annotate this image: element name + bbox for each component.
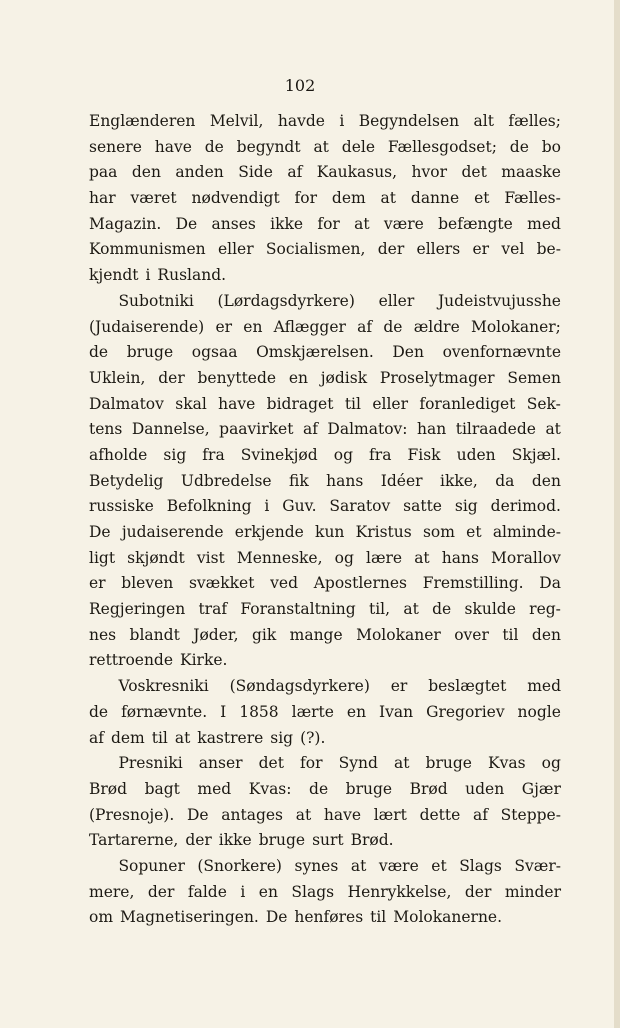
text-line bbox=[89, 854, 561, 880]
text-line bbox=[89, 109, 561, 135]
word: beslægtet bbox=[428, 677, 507, 696]
word: dem bbox=[110, 728, 145, 747]
text-line bbox=[89, 880, 561, 906]
text-line bbox=[89, 340, 561, 366]
word: Side bbox=[238, 163, 273, 182]
word: de bbox=[204, 137, 224, 156]
word: der bbox=[377, 240, 405, 259]
word: Slags bbox=[291, 882, 335, 901]
word: Betydelig bbox=[89, 471, 164, 490]
word: der bbox=[185, 831, 212, 850]
word: gik bbox=[251, 625, 277, 644]
word: Synd bbox=[338, 754, 378, 773]
word: henføres bbox=[294, 908, 364, 927]
word: som bbox=[422, 523, 455, 541]
word: Sopuner bbox=[118, 856, 185, 875]
word: uden bbox=[465, 779, 505, 798]
word: fik bbox=[289, 471, 309, 490]
word: Jøder, bbox=[193, 625, 239, 644]
word: De bbox=[265, 908, 288, 927]
word: mere, bbox=[89, 882, 135, 901]
word: hvor bbox=[411, 163, 448, 182]
text-line bbox=[89, 135, 561, 161]
word: sig bbox=[454, 497, 478, 516]
word: ellers bbox=[416, 240, 461, 259]
word: ved bbox=[270, 574, 298, 593]
word: have bbox=[154, 137, 192, 156]
text-line bbox=[89, 726, 561, 752]
word: at bbox=[174, 728, 191, 747]
word: havde bbox=[277, 112, 325, 130]
word: Morallov bbox=[491, 548, 561, 567]
word: rettroende bbox=[89, 651, 174, 670]
word: en bbox=[288, 368, 308, 387]
word: et bbox=[474, 189, 490, 208]
word: (?). bbox=[300, 728, 326, 747]
word: at bbox=[545, 420, 561, 439]
word: være bbox=[378, 856, 419, 875]
text-line bbox=[89, 803, 561, 829]
body-text bbox=[89, 109, 561, 931]
word: ogsaa bbox=[191, 343, 238, 362]
word: ældre bbox=[413, 317, 460, 336]
word: ovenfornævnte bbox=[442, 343, 561, 362]
word: være bbox=[383, 214, 424, 233]
word: med bbox=[527, 677, 561, 696]
text-line bbox=[89, 494, 561, 520]
word: der bbox=[147, 882, 175, 901]
word: for bbox=[300, 754, 323, 773]
word: derimod. bbox=[490, 497, 561, 516]
word: erkjende bbox=[234, 523, 304, 541]
word: Socialismen, bbox=[265, 240, 366, 259]
text-line bbox=[89, 366, 561, 392]
word: den bbox=[531, 471, 561, 490]
word: over bbox=[454, 625, 489, 644]
word: anden bbox=[175, 163, 224, 182]
word: dette bbox=[419, 805, 461, 824]
word: anses bbox=[211, 214, 256, 233]
word: i bbox=[264, 497, 270, 516]
text-line bbox=[89, 623, 561, 649]
word: foranlediget bbox=[419, 394, 516, 413]
word: alt bbox=[473, 112, 494, 130]
word: synes bbox=[294, 856, 339, 875]
word: bruge bbox=[126, 343, 174, 362]
text-line bbox=[89, 648, 561, 674]
text-line bbox=[89, 571, 561, 597]
word: Kvas: bbox=[248, 779, 292, 798]
word: Melvil, bbox=[209, 112, 264, 130]
word: Henrykkelse, bbox=[347, 882, 452, 901]
word: er bbox=[390, 677, 408, 696]
word: satte bbox=[403, 497, 442, 516]
text-line bbox=[89, 597, 561, 623]
word: judaiserende bbox=[121, 523, 224, 541]
word: en bbox=[346, 702, 367, 721]
word: Regjeringen bbox=[89, 600, 186, 619]
word: jødisk bbox=[320, 368, 368, 387]
word: reg- bbox=[529, 600, 561, 619]
word: Kvas bbox=[488, 754, 526, 773]
word: Presniki bbox=[118, 754, 183, 773]
word: at bbox=[295, 805, 312, 824]
word: benyttede bbox=[197, 368, 277, 387]
word: Foranstaltning bbox=[240, 600, 356, 619]
word: fra bbox=[202, 445, 225, 464]
word: Befolkning bbox=[166, 497, 252, 516]
word: afholde bbox=[89, 445, 148, 464]
word: og bbox=[333, 445, 353, 464]
word: til bbox=[370, 908, 387, 927]
word: skulde bbox=[464, 600, 516, 619]
word: (Judaiserende) bbox=[89, 317, 205, 336]
word: lært bbox=[373, 805, 407, 824]
text-line bbox=[89, 315, 561, 341]
word: i bbox=[145, 266, 151, 285]
word: Omskjærelsen. bbox=[256, 343, 374, 362]
text-line bbox=[89, 520, 561, 546]
word: Menneske, bbox=[236, 548, 323, 567]
word: alminde- bbox=[492, 523, 561, 541]
word: Fremstilling. bbox=[422, 574, 524, 593]
word: eller bbox=[372, 394, 408, 413]
word: De bbox=[89, 523, 111, 541]
word: og bbox=[334, 548, 354, 567]
word: Skjæl. bbox=[511, 445, 561, 464]
word: Svinekjød bbox=[240, 445, 318, 464]
word: De bbox=[175, 214, 198, 233]
page-number: 102 bbox=[284, 76, 316, 95]
word: Dalmatov: bbox=[327, 420, 408, 439]
word: de bbox=[89, 702, 109, 721]
word: kjendt bbox=[89, 266, 139, 285]
word: Sek- bbox=[526, 394, 561, 413]
word: af bbox=[473, 805, 488, 824]
word: førnævnte. bbox=[121, 702, 208, 721]
text-line bbox=[89, 546, 561, 572]
word: minder bbox=[504, 882, 561, 901]
word: nes bbox=[89, 625, 117, 644]
word: for bbox=[294, 189, 318, 208]
word: har bbox=[89, 189, 116, 208]
word: og bbox=[541, 754, 561, 773]
word: lære bbox=[365, 548, 403, 567]
word: Fællesgodset; bbox=[387, 137, 497, 156]
word: Da bbox=[539, 574, 561, 593]
word: Slags bbox=[459, 856, 502, 875]
word: at bbox=[414, 548, 430, 567]
word: Kaukasus, bbox=[316, 163, 398, 182]
word: Brød. bbox=[350, 831, 394, 850]
text-line bbox=[89, 469, 561, 495]
word: en bbox=[258, 882, 278, 901]
word: uden bbox=[456, 445, 496, 464]
word: I bbox=[220, 702, 227, 721]
word: Brød bbox=[409, 779, 448, 798]
word: nødvendigt bbox=[191, 189, 280, 208]
word: paa bbox=[89, 163, 118, 182]
word: bruge bbox=[258, 831, 306, 850]
word: at bbox=[403, 600, 419, 619]
word: Molokanerne. bbox=[393, 908, 503, 927]
word: Dannelse, bbox=[131, 420, 210, 439]
word: lærte bbox=[291, 702, 334, 721]
word: blandt bbox=[129, 625, 180, 644]
text-line bbox=[89, 443, 561, 469]
word: Begyndelsen bbox=[358, 112, 460, 130]
text-line bbox=[89, 828, 561, 854]
word: begyndt bbox=[236, 137, 301, 156]
word: sig bbox=[163, 445, 187, 464]
word: til bbox=[151, 728, 168, 747]
word: (Presnoje). bbox=[89, 805, 175, 824]
word: til, bbox=[368, 600, 391, 619]
word: Saratov bbox=[329, 497, 391, 516]
word: ikke bbox=[270, 214, 304, 233]
text-line bbox=[89, 674, 561, 700]
word: der bbox=[158, 368, 185, 387]
word: ikke, bbox=[439, 471, 478, 490]
text-line bbox=[89, 289, 561, 315]
word: Udbredelse bbox=[180, 471, 272, 490]
word: et bbox=[431, 856, 447, 875]
word: Idéer bbox=[380, 471, 423, 490]
word: Semen bbox=[507, 368, 561, 387]
word: Dalmatov bbox=[89, 394, 164, 413]
word: anser bbox=[198, 754, 243, 773]
text-line bbox=[89, 186, 561, 212]
word: sig bbox=[270, 728, 294, 747]
word: det bbox=[258, 754, 284, 773]
word: (Snorkere) bbox=[197, 856, 282, 875]
word: været bbox=[130, 189, 177, 208]
word: senere bbox=[89, 137, 142, 156]
word: de bbox=[432, 600, 452, 619]
word: af bbox=[287, 163, 303, 182]
word: be- bbox=[536, 240, 561, 259]
word: at bbox=[354, 214, 370, 233]
word: de bbox=[509, 137, 529, 156]
word: der bbox=[464, 882, 492, 901]
word: antages bbox=[221, 805, 284, 824]
word: vist bbox=[196, 548, 225, 567]
text-line bbox=[89, 700, 561, 726]
word: Den bbox=[392, 343, 424, 362]
text-line bbox=[89, 905, 561, 931]
word: kastrere bbox=[197, 728, 264, 747]
word: Kommunismen bbox=[89, 240, 206, 259]
word: Guv. bbox=[282, 497, 317, 516]
word: have bbox=[218, 394, 256, 413]
word: et bbox=[466, 523, 482, 541]
word: skjøndt bbox=[127, 548, 185, 567]
text-line bbox=[89, 212, 561, 238]
word: det bbox=[461, 163, 487, 182]
word: traf bbox=[198, 600, 228, 619]
word: have bbox=[323, 805, 362, 824]
word: dem bbox=[331, 189, 366, 208]
word: at bbox=[350, 856, 367, 875]
word: fælles; bbox=[508, 112, 561, 130]
word: han bbox=[417, 420, 447, 439]
word: af bbox=[89, 728, 104, 747]
word: bidraget bbox=[266, 394, 334, 413]
word: danne bbox=[410, 189, 460, 208]
word: Gregoriev bbox=[426, 702, 505, 721]
word: nogle bbox=[517, 702, 561, 721]
word: bagt bbox=[144, 779, 180, 798]
word: for bbox=[317, 214, 340, 233]
word: russiske bbox=[89, 497, 154, 516]
word: bruge bbox=[345, 779, 393, 798]
word: 1858 bbox=[239, 702, 279, 721]
word: Molokaner bbox=[356, 625, 441, 644]
word: til bbox=[344, 394, 361, 413]
word: de bbox=[89, 343, 109, 362]
word: maaske bbox=[501, 163, 561, 182]
word: Kristus bbox=[355, 523, 412, 541]
word: eller bbox=[217, 240, 254, 259]
word: vel bbox=[501, 240, 525, 259]
word: Voskresniki bbox=[118, 677, 209, 696]
word: er bbox=[472, 240, 490, 259]
word: den bbox=[131, 163, 161, 182]
word: den bbox=[531, 625, 561, 644]
word: kun bbox=[315, 523, 345, 541]
word: eller bbox=[378, 291, 415, 310]
word: Apostlernes bbox=[313, 574, 407, 593]
word: Steppe- bbox=[500, 805, 561, 824]
word: er bbox=[89, 574, 106, 593]
word: da bbox=[495, 471, 515, 490]
word: hans bbox=[441, 548, 479, 567]
word: en bbox=[243, 317, 263, 336]
word: Kirke. bbox=[180, 651, 228, 670]
word: Subotniki bbox=[118, 291, 194, 310]
word: de bbox=[383, 317, 403, 336]
word: Uklein, bbox=[89, 368, 146, 387]
word: er bbox=[215, 317, 233, 336]
word: hans bbox=[326, 471, 364, 490]
word: befængte bbox=[438, 214, 513, 233]
word: at bbox=[313, 137, 329, 156]
text-line bbox=[89, 751, 561, 777]
word: i bbox=[339, 112, 345, 130]
word: bleven bbox=[121, 574, 174, 593]
word: fra bbox=[369, 445, 392, 464]
word: Fælles- bbox=[504, 189, 561, 208]
word: Judeistvujusshe bbox=[437, 291, 561, 310]
text-line bbox=[89, 237, 561, 263]
word: (Søndagsdyrkere) bbox=[229, 677, 370, 696]
word: surt bbox=[312, 831, 344, 850]
text-line bbox=[89, 160, 561, 186]
word: med bbox=[527, 214, 561, 233]
word: Englænderen bbox=[89, 112, 196, 130]
word: af bbox=[302, 420, 318, 439]
word: ligt bbox=[89, 548, 116, 567]
text-line bbox=[89, 777, 561, 803]
word: Aflægger bbox=[273, 317, 346, 336]
word: i bbox=[240, 882, 246, 901]
word: Fisk bbox=[407, 445, 441, 464]
word: (Lørdagsdyrkere) bbox=[217, 291, 355, 310]
word: af bbox=[357, 317, 373, 336]
word: dele bbox=[341, 137, 375, 156]
word: bo bbox=[541, 137, 561, 156]
word: tens bbox=[89, 420, 123, 439]
word: ikke bbox=[218, 831, 252, 850]
word: bruge bbox=[425, 754, 472, 773]
word: paavirket bbox=[219, 420, 294, 439]
word: med bbox=[197, 779, 232, 798]
word: Gjær bbox=[521, 779, 561, 798]
word: om bbox=[89, 908, 114, 927]
word: tilraadede bbox=[455, 420, 536, 439]
word: Magnetiseringen. bbox=[120, 908, 259, 927]
word: Rusland. bbox=[157, 266, 227, 285]
word: Magazin. bbox=[89, 214, 162, 233]
word: at bbox=[393, 754, 410, 773]
text-line bbox=[89, 263, 561, 289]
word: de bbox=[309, 779, 329, 798]
word: Ivan bbox=[379, 702, 414, 721]
word: falde bbox=[187, 882, 227, 901]
word: Proselytmager bbox=[379, 368, 495, 387]
word: Tartarerne, bbox=[89, 831, 179, 850]
word: til bbox=[502, 625, 519, 644]
text-line bbox=[89, 417, 561, 443]
word: skal bbox=[175, 394, 207, 413]
word: svækket bbox=[188, 574, 255, 593]
word: Svær- bbox=[514, 856, 561, 875]
word: Brød bbox=[89, 779, 128, 798]
word: at bbox=[380, 189, 397, 208]
text-line bbox=[89, 392, 561, 418]
word: De bbox=[186, 805, 209, 824]
word: mange bbox=[289, 625, 343, 644]
word: Molokaner; bbox=[470, 317, 561, 336]
